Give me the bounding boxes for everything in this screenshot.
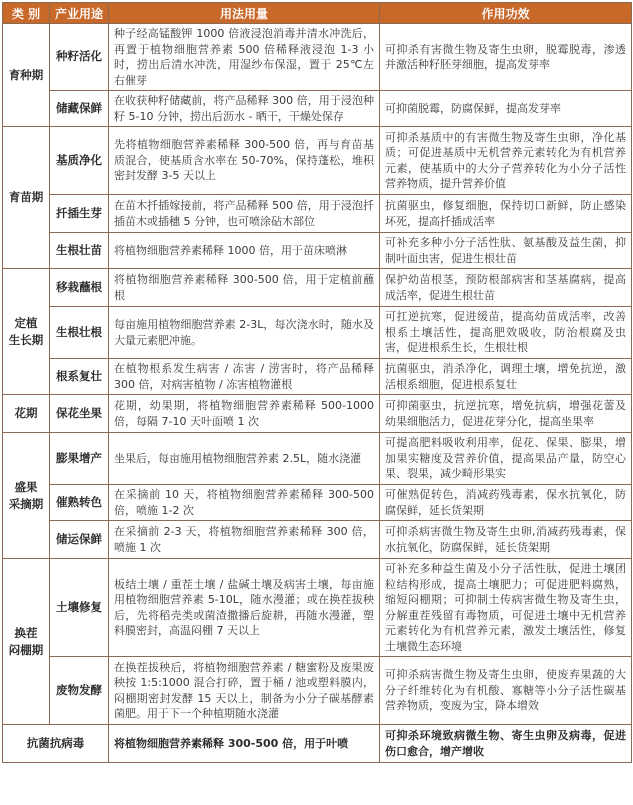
table-row: [3, 91, 632, 127]
method-cell: 坐果后，每亩施用植物细胞营养素 2.5L，随水浇灌: [109, 433, 380, 485]
table-row: [3, 485, 632, 521]
effect-cell: 可催熟促转色，消减药残毒素，保水抗氧化，防腐保鲜，延长货架期: [380, 485, 632, 521]
use-cell: 储藏保鲜: [50, 91, 109, 127]
use-cell: 催熟转色: [50, 485, 109, 521]
table-row: [3, 395, 632, 433]
footer-effect-cell: 可抑杀环境致病微生物、寄生虫卵及病毒，促进伤口愈合，增产增收: [380, 725, 632, 763]
table-row: [3, 359, 632, 395]
use-cell: 废物发酵: [50, 657, 109, 725]
header-category: 类 别: [3, 3, 50, 24]
category-line: 闷棚期: [8, 642, 44, 657]
use-cell: 移栽蘸根: [50, 269, 109, 307]
effect-cell: 可抑杀病害微生物及寄生虫卵,消减药残毒素，保水抗氧化，防腐保鲜，延长货架期: [380, 521, 632, 559]
method-cell: 在采摘前 10 天，将植物细胞营养素稀释 300-500 倍，喷施 1-2 次: [109, 485, 380, 521]
method-cell: 种子经高锰酸钾 1000 倍液浸泡消毒并清水冲洗后，再置于植物细胞营养素 500 倍稀释液浸泡 1-3 小时，捞出后清水冲洗，用湿纱布保湿，置于 25℃左右催芽: [109, 24, 380, 91]
category-cell: 花期: [3, 395, 50, 433]
effect-cell: 可抑杀基质中的有害微生物及寄生虫卵，净化基质；可促进基质中无机营养元素转化为有机营养元素，使基质中的大分子营养转化为小分子活性营养物质，提升营养价值: [380, 127, 632, 195]
header-effect: 作用功效: [380, 3, 632, 24]
effect-cell: 可抑杀病害微生物及寄生虫卵，使废弃果蔬的大分子纤维转化为有机酸、寡糖等小分子活性碳基营养物质，变废为宝，降本增效: [380, 657, 632, 725]
use-cell: 生根壮根: [50, 307, 109, 359]
effect-cell: 可提高肥料吸收利用率，促花、保果、膨果，增加果实糖度及营养价值，提高果品产量，防空心果、裂果，减少畸形果实: [380, 433, 632, 485]
method-cell: 将植物细胞营养素稀释 1000 倍，用于苗床喷淋: [109, 233, 380, 269]
category-line: 生长期: [8, 332, 44, 347]
method-cell: 在采摘前 2-3 天，将植物细胞营养素稀释 300 倍，喷施 1 次: [109, 521, 380, 559]
table-row: [3, 559, 632, 657]
use-cell: 扦插生芽: [50, 195, 109, 233]
table-row: [3, 24, 632, 91]
method-cell: 板结土壤 / 重茬土壤 / 盐碱土壤及病害土壤，每亩施用植物细胞营养素 5-10L，随水漫灌；或在换茬拔秧后，先将稻壳类或菌渣撒播后旋耕，再随水漫灌，塑料膜密封，高温闷棚 7 天以上: [109, 559, 380, 657]
table-row: [3, 307, 632, 359]
effect-cell: 可扛逆抗寒，促进缓苗，提高幼苗成活率，改善根系土壤活性，提高肥效吸收，防治根腐及虫害，促进根系生长，生根壮根: [380, 307, 632, 359]
use-cell: 生根壮苗: [50, 233, 109, 269]
method-cell: 每亩施用植物细胞营养素 2-3L，每次浇水时，随水及大量元素肥冲施。: [109, 307, 380, 359]
category-cell: [3, 433, 50, 559]
method-cell: 在收获种籽储藏前，将产品稀释 300 倍，用于浸泡种籽 5-10 分钟，捞出后沥水 - 晒干，干燥处保存: [109, 91, 380, 127]
effect-cell: 可抑杀有害微生物及寄生虫卵，脱霉脱毒，渗透并激活种籽胚芽细胞，提高发芽率: [380, 24, 632, 91]
table-row: [3, 269, 632, 307]
product-usage-table: [2, 2, 632, 763]
use-cell: 储运保鲜: [50, 521, 109, 559]
method-cell: 在植物根系发生病害 / 冻害 / 涝害时，将产品稀释 300 倍，对病害植物 / 冻害植物灌根: [109, 359, 380, 395]
use-cell: 土壤修复: [50, 559, 109, 657]
header-use: 产业用途: [50, 3, 109, 24]
effect-cell: 抗菌驱虫，消杀净化，调理土壤，增免抗逆，激活根系细胞，促进根系复壮: [380, 359, 632, 395]
table-header-row: [3, 3, 632, 24]
table-row: [3, 521, 632, 559]
effect-cell: 抗菌驱虫，修复细胞，保持切口新鲜，防止感染坏死，提高扦插成活率: [380, 195, 632, 233]
effect-cell: 保护幼苗根茎，预防根部病害和茎基腐病，提高成活率，促进生根壮苗: [380, 269, 632, 307]
effect-cell: 可补充多种小分子活性肽、氨基酸及益生菌，抑制叶面虫害，促进生根壮苗: [380, 233, 632, 269]
use-cell: 种籽活化: [50, 24, 109, 91]
table-row: [3, 127, 632, 195]
use-cell: 保花坐果: [50, 395, 109, 433]
method-cell: 将植物细胞营养素稀释 300-500 倍，用于定植前蘸根: [109, 269, 380, 307]
table-row: [3, 657, 632, 725]
effect-cell: 可补充多种益生菌及小分子活性肽，促进土壤团粒结构形成，提高土壤肥力；可促进肥料腐熟，缩短闷棚期；可抑制土传病害微生物及寄生虫，分解重茬残留有毒物质，可促进土壤中无机营养元素转化为有机营养元素，激发土壤活性，修复土壤微生态环境: [380, 559, 632, 657]
use-cell: 基质净化: [50, 127, 109, 195]
category-line: 采摘期: [8, 496, 44, 511]
method-cell: 在换茬拔秧后，将植物细胞营养素 / 糖蜜粉及废果废秧按 1:5:1000 混合打碎，置于桶 / 池或塑料膜内，闷棚期密封发酵 15 天以上，制备为小分子碳基酵素菌肥。用于下一个种植期随水浇灌: [109, 657, 380, 725]
effect-cell: 可抑菌脱霉，防腐保鲜，提高发芽率: [380, 91, 632, 127]
method-cell: 花期，幼果期，将植物细胞营养素稀释 500-1000 倍，每隔 7-10 天叶面喷 1 次: [109, 395, 380, 433]
table-row: [3, 725, 632, 763]
category-line: 盛果: [14, 479, 38, 494]
table-row: [3, 433, 632, 485]
category-line: 换茬: [14, 625, 38, 640]
method-cell: 在苗木扦插嫁接前，将产品稀释 500 倍，用于浸泡扦插苗木或插穗 5 分钟，也可喷涂砧木部位: [109, 195, 380, 233]
method-cell: 先将植物细胞营养素稀释 300-500 倍，再与育苗基质混合，使基质含水率在 50-70%，保持蓬松，堆积密封发酵 3-5 天以上: [109, 127, 380, 195]
use-cell: 根系复壮: [50, 359, 109, 395]
table-row: [3, 233, 632, 269]
category-cell: [3, 269, 50, 395]
category-cell: 育苗期: [3, 127, 50, 269]
footer-label-cell: 抗菌抗病毒: [3, 725, 109, 763]
footer-method-cell: 将植物细胞营养素稀释 300-500 倍，用于叶喷: [109, 725, 380, 763]
header-method: 用法用量: [109, 3, 380, 24]
category-cell: [3, 559, 50, 725]
use-cell: 膨果增产: [50, 433, 109, 485]
category-cell: 育种期: [3, 24, 50, 127]
table-row: [3, 195, 632, 233]
effect-cell: 可抑菌驱虫，抗逆抗寒，增免抗病，增强花蕾及幼果细胞活力，促进花芽分化，提高坐果率: [380, 395, 632, 433]
category-line: 定植: [14, 315, 38, 330]
